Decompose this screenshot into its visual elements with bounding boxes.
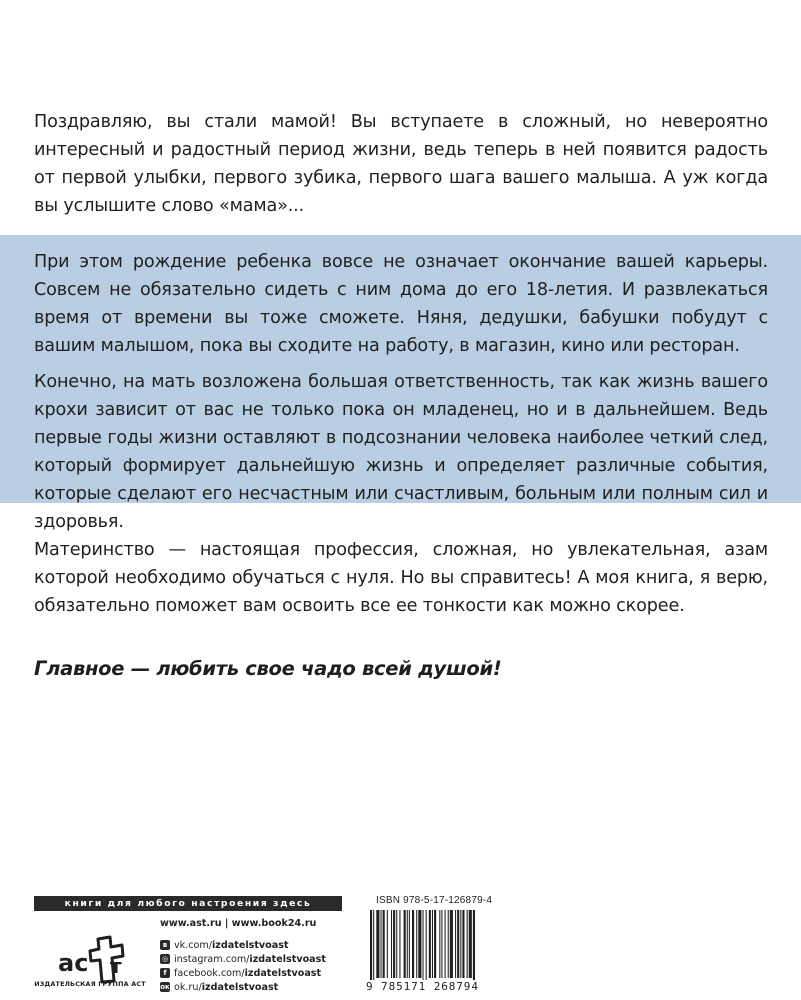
- barcode-bar: [455, 910, 456, 978]
- barcode-bar: [387, 910, 388, 978]
- barcode-bar: [429, 910, 431, 978]
- social-link-instagram[interactable]: [160, 952, 326, 966]
- barcode-bar: [399, 910, 400, 978]
- barcode-bar: [373, 910, 374, 984]
- barcode-bar: [383, 910, 385, 978]
- closing-paragraph: Материнство — настоящая профессия, сложная, но увлекательная, азам которой необходимо обучаться с нуля. Но вы справитесь! А моя книга, я верю, обязательно поможет вам освоить все ее тонкости как можно скорее.: [34, 540, 768, 616]
- barcode-bar: [460, 910, 461, 978]
- social-link-vk[interactable]: [160, 938, 326, 952]
- barcode-bar: [448, 910, 449, 978]
- barcode-bar: [381, 910, 382, 978]
- barcode-bar: [409, 910, 410, 978]
- barcode-bar: [469, 910, 472, 978]
- social-prefix: instagram.com/: [174, 953, 250, 965]
- barcode-bar: [407, 910, 408, 978]
- barcode-bar: [441, 910, 442, 978]
- barcode: [368, 910, 518, 984]
- social-prefix: vk.com/: [174, 939, 213, 951]
- social-link-facebook[interactable]: [160, 966, 326, 980]
- barcode-bar: [473, 910, 475, 984]
- svg-text:ас: ас: [58, 949, 89, 977]
- barcode-bar: [426, 910, 427, 984]
- barcode-bar: [439, 910, 440, 978]
- isbn-label: ISBN 978-5-17-126879-4: [376, 895, 493, 906]
- barcode-bar: [423, 910, 424, 984]
- barcode-bar: [467, 910, 468, 978]
- barcode-bar: [376, 910, 379, 978]
- barcode-bar: [462, 910, 464, 978]
- barcode-bar: [416, 910, 417, 978]
- barcode-bar: [457, 910, 459, 978]
- social-prefix: facebook.com/: [174, 967, 245, 979]
- barcode-bar: [412, 910, 414, 978]
- social-link-ok[interactable]: [160, 980, 326, 994]
- series-banner: книги для любого настроения здесь: [34, 896, 342, 911]
- social-handle: izdatelstvoast: [201, 981, 279, 993]
- ok-icon: ок: [160, 983, 170, 991]
- intro-paragraph: Поздравляю, вы стали мамой! Вы вступаете в сложный, но невероятно интересный и радостный период жизни, ведь теперь в ней появится радость от первой улыбки, первого зубика, первого шага вашего малыша. А уж когда вы услышите слово «мама»...: [34, 112, 768, 216]
- tagline: Главное — любить свое чадо всей душой!: [34, 657, 502, 680]
- barcode-bar: [396, 910, 397, 978]
- barcode-bar: [445, 910, 446, 978]
- social-links: [160, 938, 326, 994]
- social-handle: izdatelstvoast: [212, 939, 289, 951]
- barcode-bar: [370, 910, 372, 984]
- facebook-icon: f: [160, 968, 170, 978]
- barcode-bar: [393, 910, 395, 978]
- barcode-bar: [391, 910, 392, 978]
- barcode-bar: [434, 910, 436, 978]
- highlight-paragraph-2: Конечно, на мать возложена большая ответственность, так как жизнь вашего крохи зависит от вас не только пока он младенец, но и в дальнейшем. Ведь первые годы жизни оставляют в подсознании человека наиболее четкий след, который формирует дальнейшую жизнь и определяет различные события, которые сделают его несчастным или счастливым, больным или полным сил и здоровья.: [34, 372, 768, 532]
- publisher-name: ИЗДАТЕЛЬСКАЯ ГРУППА АСТ: [34, 980, 146, 988]
- instagram-icon: ◎: [161, 955, 169, 963]
- highlight-paragraph-1: При этом рождение ребенка вовсе не означает окончание вашей карьеры. Совсем не обязательно сидеть с ним дома до его 18-летия. И развлекаться время от времени вы тоже сможете. Няня, дедушки, бабушки побудут с вашим малышом, пока вы сходите на работу, в магазин, кино или ресторан.: [34, 252, 768, 356]
- social-handle: izdatelstvoast: [244, 967, 322, 979]
- barcode-bar: [432, 910, 433, 978]
- barcode-bar: [404, 910, 406, 978]
- social-prefix: ok.ru/: [174, 981, 202, 993]
- websites-link[interactable]: www.ast.ru | www.book24.ru: [160, 918, 317, 929]
- barcode-bar: [418, 910, 421, 978]
- barcode-bar: [450, 910, 453, 978]
- vk-icon: в: [160, 940, 170, 950]
- svg-text:т: т: [110, 954, 122, 978]
- barcode-digits: 9 785171 268794: [366, 980, 518, 993]
- social-handle: izdatelstvoast: [249, 953, 326, 965]
